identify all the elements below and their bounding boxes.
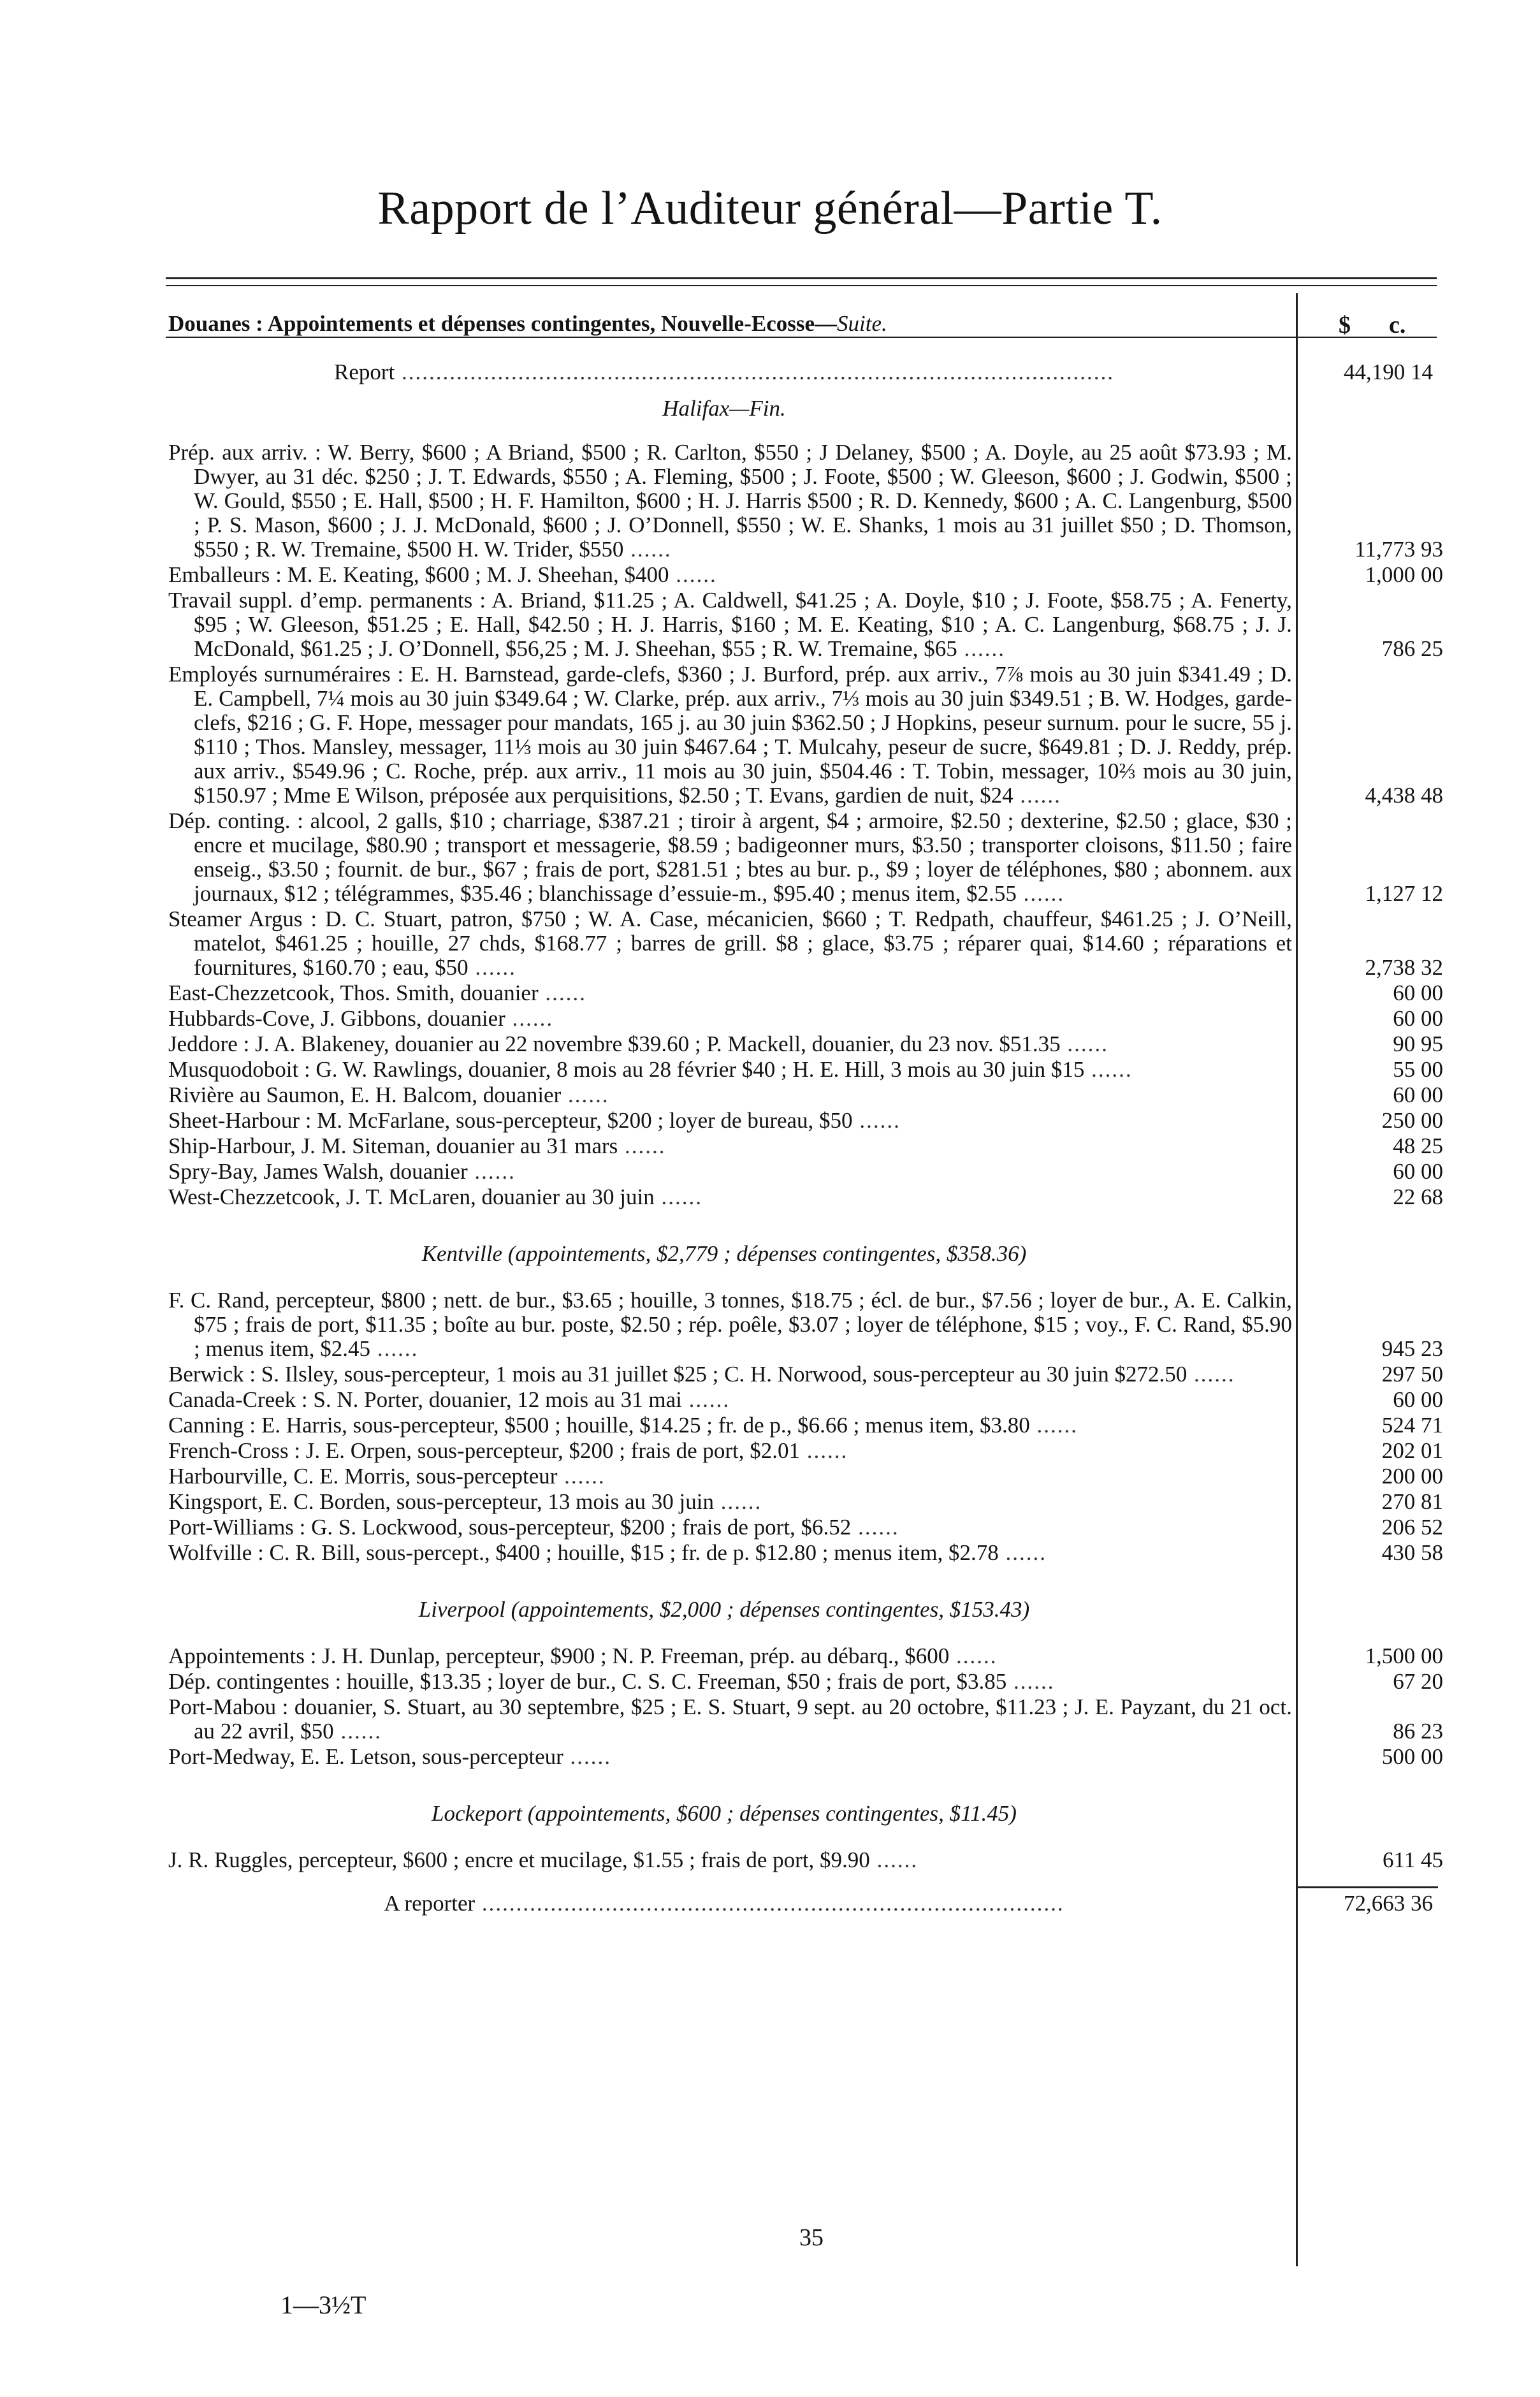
carry-forward-label: A reporter xyxy=(384,1891,476,1916)
entry-amount: 60 00 xyxy=(1393,1082,1443,1107)
entry-amount: 60 00 xyxy=(1393,1387,1443,1412)
ledger-row: Wolfville : C. R. Bill, sous-percept., $400 ; houille, $15 ; fr. de p. $12.80 ; menus item, $2.78 ...... 430 58 xyxy=(168,1540,1443,1565)
entry-amount: 206 52 xyxy=(1381,1515,1443,1540)
ledger-row: F. C. Rand, percepteur, $800 ; nett. de bur., $3.65 ; houille, 3 tonnes, $18.75 ; écl. de bur., $7.56 ; loyer de bur., A. E. Calkin, $75 ; frais de port, $11.35 ; boîte au bur. poste, $2.50 ; rép. poêle, $3.07 ; loyer de téléphone, $15 ; voy., F. C. Rand, $5.90 ; menus item, $2.45 ...... 945 23 xyxy=(168,1288,1443,1361)
entry-amount: 202 01 xyxy=(1381,1438,1443,1463)
ledger-row: Appointements : J. H. Dunlap, percepteur, $900 ; N. P. Freeman, prép. au débarq., $600 ...... 1,500 00 xyxy=(168,1643,1443,1668)
carry-forward-amount: 72,663 36 xyxy=(1344,1891,1433,1916)
currency-header xyxy=(1339,311,1406,339)
entry-amount: 67 20 xyxy=(1393,1669,1443,1694)
ledger-row: Canada-Creek : S. N. Porter, douanier, 12 mois au 31 mai ...... 60 00 xyxy=(168,1387,1443,1412)
section-title-kentville: Kentville (appointements, $2,779 ; dépenses contingentes, $358.36) xyxy=(421,1241,1027,1266)
header-suite: Suite. xyxy=(837,311,887,336)
entry-text: Canning : E. Harris, sous-percepteur, $500 ; houille, $14.25 ; fr. de p., $6.66 ; menus item, $3.80 xyxy=(168,1413,1030,1438)
entry-text: Rivière au Saumon, E. H. Balcom, douanier xyxy=(168,1082,562,1107)
ledger-row: Canning : E. Harris, sous-percepteur, $500 ; houille, $14.25 ; fr. de p., $6.66 ; menus item, $3.80 ...... 524 71 xyxy=(168,1413,1443,1438)
section-title-lockeport: Lockeport (appointements, $600 ; dépenses contingentes, $11.45) xyxy=(432,1801,1017,1826)
entry-text: Jeddore : J. A. Blakeney, douanier au 22 novembre $39.60 ; P. Mackell, douanier, du 23 nov. $51.35 xyxy=(168,1031,1061,1056)
entry-amount: 55 00 xyxy=(1393,1057,1443,1082)
table-header: Douanes : Appointements et dépenses contingentes, Nouvelle-Ecosse—Suite. xyxy=(168,311,887,336)
ledger-row: Port-Mabou : douanier, S. Stuart, au 30 septembre, $25 ; E. S. Stuart, 9 sept. au 20 octobre, $11.23 ; J. E. Payzant, du 21 oct. au 22 avril, $50 ...... 86 23 xyxy=(168,1694,1443,1744)
entry-amount: 786 25 xyxy=(1381,636,1443,661)
entry-text: Spry-Bay, James Walsh, douanier xyxy=(168,1159,468,1184)
page-title: Rapport de l’Auditeur général—Partie T. xyxy=(377,182,1163,235)
entry-text: Harbourville, C. E. Morris, sous-percepteur xyxy=(168,1464,558,1489)
entry-text: Dép. contingentes : houille, $13.35 ; loyer de bur., C. S. C. Freeman, $50 ; frais de port, $3.85 xyxy=(168,1669,1007,1694)
entry-text: West-Chezzetcook, J. T. McLaren, douanier au 30 juin xyxy=(168,1184,655,1209)
ledger-row: Rivière au Saumon, E. H. Balcom, douanier ...... 60 00 xyxy=(168,1082,1443,1107)
entry-text: Port-Williams : G. S. Lockwood, sous-percepteur, $200 ; frais de port, $6.52 xyxy=(168,1515,852,1540)
report-label: Report xyxy=(333,360,395,384)
halifax-rows xyxy=(168,441,1443,1209)
entry-amount: 4,438 48 xyxy=(1365,783,1443,808)
entry-text: Berwick : S. Ilsley, sous-percepteur, 1 mois au 31 juillet $25 ; C. H. Norwood, sous-percepteur au 30 juin $272.50 xyxy=(168,1362,1188,1387)
entry-amount: 270 81 xyxy=(1381,1489,1443,1514)
entry-text: Port-Medway, E. E. Letson, sous-percepteur xyxy=(168,1744,563,1769)
entry-text: Appointements : J. H. Dunlap, percepteur, $900 ; N. P. Freeman, prép. au débarq., $600 xyxy=(168,1643,950,1668)
ledger-row: West-Chezzetcook, J. T. McLaren, douanier au 30 juin ...... 22 68 xyxy=(168,1184,1443,1209)
ledger-row: Dép. conting. : alcool, 2 galls, $10 ; charriage, $387.21 ; tiroir à argent, $4 ; armoire, $2.50 ; dexterine, $2.50 ; glace, $30 ; encre et mucilage, $80.90 ; transport et messagerie, $8.59 ; badigeonner murs, $3.50 ; transporter cloisons, $11.50 ; faire enseig., $3.50 ; fournit. de bur., $67 ; frais de port, $281.51 ; btes au bur. p., $9 ; loyer de téléphones, $80 ; abonnem. aux journaux, $12 ; télégrammes, $35.46 ; blanchissage d’essuie-m., $95.40 ; menus item, $2.55 ...... 1,127 12 xyxy=(168,808,1443,906)
ledger-row: East-Chezzetcook, Thos. Smith, douanier ...... 60 00 xyxy=(168,980,1443,1005)
ledger-row: Jeddore : J. A. Blakeney, douanier au 22 novembre $39.60 ; P. Mackell, douanier, du 23 nov. $51.35 ...... 90 95 xyxy=(168,1031,1443,1056)
ledger-row: Berwick : S. Ilsley, sous-percepteur, 1 mois au 31 juillet $25 ; C. H. Norwood, sous-percepteur au 30 juin $272.50 ...... 297 50 xyxy=(168,1362,1443,1387)
entry-amount: 524 71 xyxy=(1381,1413,1443,1438)
entry-text: J. R. Ruggles, percepteur, $600 ; encre et mucilage, $1.55 ; frais de port, $9.90 xyxy=(168,1847,870,1872)
entry-text: Musquodoboit : G. W. Rawlings, douanier, 8 mois au 28 février $40 ; H. E. Hill, 3 mois au 30 juin $15 xyxy=(168,1057,1085,1082)
ledger-row: Travail suppl. d’emp. permanents : A. Briand, $11.25 ; A. Caldwell, $41.25 ; A. Doyle, $10 ; J. Foote, $58.75 ; A. Fenerty, $95 ; W. Gleeson, $51.25 ; E. Hall, $42.50 ; H. J. Harris, $160 ; M. E. Keating, $10 ; A. C. Langenburg, $68.75 ; J. J. McDonald, $61.25 ; J. O’Donnell, $56,25 ; M. J. Sheehan, $55 ; R. W. Tremaine, $65 ...... 786 25 xyxy=(168,588,1443,661)
ledger-row: Sheet-Harbour : M. McFarlane, sous-percepteur, $200 ; loyer de bureau, $50 ...... 250 00 xyxy=(168,1108,1443,1133)
entry-amount: 60 00 xyxy=(1393,1006,1443,1031)
entry-amount: 297 50 xyxy=(1381,1362,1443,1387)
entry-text: Ship-Harbour, J. M. Siteman, douanier au 31 mars xyxy=(168,1133,618,1158)
total-rule xyxy=(1298,1886,1438,1888)
entry-amount: 611 45 xyxy=(1383,1847,1443,1872)
entry-text: Sheet-Harbour : M. McFarlane, sous-percepteur, $200 ; loyer de bureau, $50 xyxy=(168,1108,853,1133)
ledger-row: J. R. Ruggles, percepteur, $600 ; encre et mucilage, $1.55 ; frais de port, $9.90 ...... 611 45 xyxy=(168,1847,1443,1872)
section-title-halifax: Halifax—Fin. xyxy=(662,396,786,421)
entry-text: East-Chezzetcook, Thos. Smith, douanier xyxy=(168,980,539,1005)
ledger-row: Employés surnuméraires : E. H. Barnstead, garde-clefs, $360 ; J. Burford, prép. aux arriv., 7⅞ mois au 30 juin $341.49 ; D. E. Campbell, 7¼ mois au 30 juin $349.64 ; W. Clarke, prép. aux arriv., 7⅓ mois au 30 juin $349.51 ; B. W. Hodges, garde-clefs, $216 ; G. F. Hope, messager pour mandats, 165 j. au 30 juin $362.50 ; J Hopkins, peseur surnum. pour le sucre, 55 j. $110 ; Thos. Mansley, messager, 11⅓ mois au 30 juin $467.64 ; T. Mulcahy, peseur de sucre, $649.81 ; D. J. Reddy, prép. aux arriv., $549.96 ; C. Roche, prép. aux arriv., 11 mois au 30 juin, $504.46 : T. Tobin, messager, 10⅔ mois au 30 juin, $150.97 ; Mme E Wilson, préposée aux perquisitions, $2.50 ; T. Evans, gardien de nuit, $24 ...... 4,438 48 xyxy=(168,662,1443,808)
entry-amount: 1,127 12 xyxy=(1365,881,1443,906)
entry-text: Kingsport, E. C. Borden, sous-percepteur, 13 mois au 30 juin xyxy=(168,1489,714,1514)
ledger-row: Port-Medway, E. E. Letson, sous-percepteur ...... 500 00 xyxy=(168,1744,1443,1769)
entry-amount: 22 68 xyxy=(1393,1184,1443,1209)
entry-amount: 60 00 xyxy=(1393,980,1443,1005)
entry-text: Steamer Argus : D. C. Stuart, patron, $750 ; W. A. Case, mécanicien, $660 ; T. Redpath, chauffeur, $461.25 ; J. O’Neill, matelot, $461.25 ; houille, 27 chds, $168.77 ; barres de grill. $8 ; glace, $3.75 ; réparer quai, $14.60 ; réparations et fournitures, $160.70 ; eau, $50 xyxy=(168,907,1292,980)
entry-amount: 430 58 xyxy=(1381,1540,1443,1565)
lockeport-rows xyxy=(168,1848,1443,1872)
ledger-row: Port-Williams : G. S. Lockwood, sous-percepteur, $200 ; frais de port, $6.52 ...... 206 52 xyxy=(168,1515,1443,1540)
footer-code: 1—3½T xyxy=(280,2291,367,2319)
entry-amount: 2,738 32 xyxy=(1365,955,1443,980)
entry-text: F. C. Rand, percepteur, $800 ; nett. de bur., $3.65 ; houille, 3 tonnes, $18.75 ; écl. de bur., $7.56 ; loyer de bur., A. E. Calkin, $75 ; frais de port, $11.35 ; boîte au bur. poste, $2.50 ; rép. poêle, $3.07 ; loyer de téléphone, $15 ; voy., F. C. Rand, $5.90 ; menus item, $2.45 xyxy=(168,1288,1292,1361)
entry-amount: 945 23 xyxy=(1381,1336,1443,1361)
header-rule xyxy=(166,337,1437,338)
entry-amount: 500 00 xyxy=(1381,1744,1443,1769)
carry-forward-row: A reporter ..................................................................................... 72,663 36 xyxy=(384,1891,1433,1916)
entry-amount: 1,500 00 xyxy=(1365,1643,1443,1668)
top-rule xyxy=(166,277,1437,279)
ledger-row: French-Cross : J. E. Orpen, sous-percepteur, $200 ; frais de port, $2.01 ...... 202 01 xyxy=(168,1438,1443,1463)
entry-text: French-Cross : J. E. Orpen, sous-percepteur, $200 ; frais de port, $2.01 xyxy=(168,1438,801,1463)
entry-text: Emballeurs : M. E. Keating, $600 ; M. J. Sheehan, $400 xyxy=(168,562,669,587)
ledger-content xyxy=(168,347,1443,1917)
page-number: 35 xyxy=(799,2224,824,2251)
entry-text: Wolfville : C. R. Bill, sous-percept., $400 ; houille, $15 ; fr. de p. $12.80 ; menus item, $2.78 xyxy=(168,1540,999,1565)
dollars-label: $ xyxy=(1339,312,1351,339)
entry-text: Travail suppl. d’emp. permanents : A. Briand, $11.25 ; A. Caldwell, $41.25 ; A. Doyle, $10 ; J. Foote, $58.75 ; A. Fenerty, $95 ; W. Gleeson, $51.25 ; E. Hall, $42.50 ; H. J. Harris, $160 ; M. E. Keating, $10 ; A. C. Langenburg, $68.75 ; J. J. McDonald, $61.25 ; J. O’Donnell, $56,25 ; M. J. Sheehan, $55 ; R. W. Tremaine, $65 xyxy=(168,588,1292,661)
entry-text: Hubbards-Cove, J. Gibbons, douanier xyxy=(168,1006,505,1031)
report-row: Report ........................................................................................................ 44,190 14 xyxy=(333,360,1433,384)
ledger-row: Steamer Argus : D. C. Stuart, patron, $750 ; W. A. Case, mécanicien, $660 ; T. Redpath, chauffeur, $461.25 ; J. O’Neill, matelot, $461.25 ; houille, 27 chds, $168.77 ; barres de grill. $8 ; glace, $3.75 ; réparer quai, $14.60 ; réparations et fournitures, $160.70 ; eau, $50 ...... 2,738 32 xyxy=(168,907,1443,980)
kentville-rows xyxy=(168,1288,1443,1565)
ledger-row: Kingsport, E. C. Borden, sous-percepteur, 13 mois au 30 juin ...... 270 81 xyxy=(168,1489,1443,1514)
liverpool-rows xyxy=(168,1644,1443,1769)
section-title-liverpool: Liverpool (appointements, $2,000 ; dépenses contingentes, $153.43) xyxy=(418,1597,1030,1622)
entry-text: Canada-Creek : S. N. Porter, douanier, 12 mois au 31 mai xyxy=(168,1387,682,1412)
entry-amount: 200 00 xyxy=(1381,1464,1443,1489)
entry-amount: 1,000 00 xyxy=(1365,562,1443,587)
cents-label: c. xyxy=(1389,312,1406,339)
ledger-row: Prép. aux arriv. : W. Berry, $600 ; A Briand, $500 ; R. Carlton, $550 ; J Delaney, $500 ; A. Doyle, au 25 août $73.93 ; M. Dwyer, au 31 déc. $250 ; J. T. Edwards, $550 ; A. Fleming, $500 ; J. Foote, $500 ; W. Gleeson, $600 ; J. Godwin, $500 ; W. Gould, $550 ; E. Hall, $500 ; H. F. Hamilton, $600 ; H. J. Harris $500 ; R. D. Kennedy, $600 ; A. C. Langenburg, $500 ; P. S. Mason, $600 ; J. J. McDonald, $600 ; J. O’Donnell, $550 ; W. E. Shanks, 1 mois au 31 juillet $50 ; D. Thomson, $550 ; R. W. Tremaine, $500 H. W. Trider, $550 ...... 11,773 93 xyxy=(168,440,1443,562)
entry-amount: 60 00 xyxy=(1393,1159,1443,1184)
entry-amount: 48 25 xyxy=(1393,1133,1443,1158)
ledger-row: Spry-Bay, James Walsh, douanier ...... 60 00 xyxy=(168,1159,1443,1184)
ledger-row: Hubbards-Cove, J. Gibbons, douanier ...... 60 00 xyxy=(168,1006,1443,1031)
ledger-row: Musquodoboit : G. W. Rawlings, douanier, 8 mois au 28 février $40 ; H. E. Hill, 3 mois au 30 juin $15 ...... 55 00 xyxy=(168,1057,1443,1082)
ledger-row: Harbourville, C. E. Morris, sous-percepteur ...... 200 00 xyxy=(168,1464,1443,1489)
top-rule-thin xyxy=(166,285,1437,286)
entry-amount: 90 95 xyxy=(1393,1031,1443,1056)
entry-text: Prép. aux arriv. : W. Berry, $600 ; A Briand, $500 ; R. Carlton, $550 ; J Delaney, $500 ; A. Doyle, au 25 août $73.93 ; M. Dwyer, au 31 déc. $250 ; J. T. Edwards, $550 ; A. Fleming, $500 ; J. Foote, $500 ; W. Gleeson, $600 ; J. Godwin, $500 ; W. Gould, $550 ; E. Hall, $500 ; H. F. Hamilton, $600 ; H. J. Harris $500 ; R. D. Kennedy, $600 ; A. C. Langenburg, $500 ; P. S. Mason, $600 ; J. J. McDonald, $600 ; J. O’Donnell, $550 ; W. E. Shanks, 1 mois au 31 juillet $50 ; D. Thomson, $550 ; R. W. Tremaine, $500 H. W. Trider, $550 xyxy=(168,440,1292,562)
entry-text: Employés surnuméraires : E. H. Barnstead, garde-clefs, $360 ; J. Burford, prép. aux arriv., 7⅞ mois au 30 juin $341.49 ; D. E. Campbell, 7¼ mois au 30 juin $349.64 ; W. Clarke, prép. aux arriv., 7⅓ mois au 30 juin $349.51 ; B. W. Hodges, garde-clefs, $216 ; G. F. Hope, messager pour mandats, 165 j. au 30 juin $362.50 ; J Hopkins, peseur surnum. pour le sucre, 55 j. $110 ; Thos. Mansley, messager, 11⅓ mois au 30 juin $467.64 ; T. Mulcahy, peseur de sucre, $649.81 ; D. J. Reddy, prép. aux arriv., $549.96 ; C. Roche, prép. aux arriv., 11 mois au 30 juin, $504.46 : T. Tobin, messager, 10⅔ mois au 30 juin, $150.97 ; Mme E Wilson, préposée aux perquisitions, $2.50 ; T. Evans, gardien de nuit, $24 xyxy=(168,662,1292,808)
entry-amount: 86 23 xyxy=(1393,1719,1443,1744)
entry-text: Dép. conting. : alcool, 2 galls, $10 ; charriage, $387.21 ; tiroir à argent, $4 ; armoire, $2.50 ; dexterine, $2.50 ; glace, $30 ; encre et mucilage, $80.90 ; transport et messagerie, $8.59 ; badigeonner murs, $3.50 ; transporter cloisons, $11.50 ; faire enseig., $3.50 ; fournit. de bur., $67 ; frais de port, $281.51 ; btes au bur. p., $9 ; loyer de téléphones, $80 ; abonnem. aux journaux, $12 ; télégrammes, $35.46 ; blanchissage d’essuie-m., $95.40 ; menus item, $2.55 xyxy=(168,808,1292,906)
report-amount: 44,190 14 xyxy=(1344,360,1433,384)
entry-text: Port-Mabou : douanier, S. Stuart, au 30 septembre, $25 ; E. S. Stuart, 9 sept. au 20 octobre, $11.23 ; J. E. Payzant, du 21 oct. au 22 avril, $50 xyxy=(168,1694,1292,1744)
ledger-row: Ship-Harbour, J. M. Siteman, douanier au 31 mars ...... 48 25 xyxy=(168,1133,1443,1158)
entry-amount: 11,773 93 xyxy=(1355,537,1443,562)
entry-amount: 250 00 xyxy=(1381,1108,1443,1133)
ledger-row: Emballeurs : M. E. Keating, $600 ; M. J. Sheehan, $400 ...... 1,000 00 xyxy=(168,562,1443,587)
ledger-row: Dép. contingentes : houille, $13.35 ; loyer de bur., C. S. C. Freeman, $50 ; frais de port, $3.85 ...... 67 20 xyxy=(168,1669,1443,1694)
